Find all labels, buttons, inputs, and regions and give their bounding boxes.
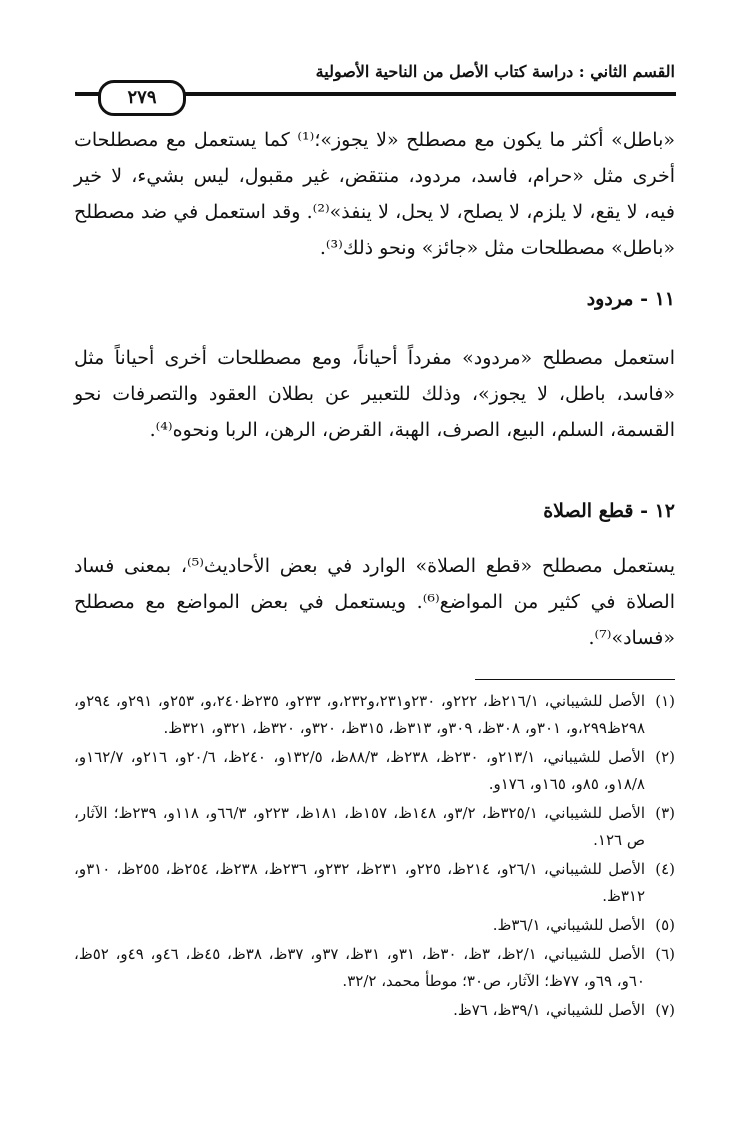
section-heading-qat-al-salat: ١٢ - قطع الصلاة [543,500,675,522]
running-title: القسم الثاني : دراسة كتاب الأصل من الناحية الأصولية [315,62,675,81]
footnote-number: (٣) [655,804,675,822]
footnote-number: (٧) [655,1001,675,1019]
paragraph-mardud: استعمل مصطلح «مردود» مفرداً أحياناً، ومع مصطلحات أخرى أحياناً مثل «فاسد، باطل، لا يجوز»، وذلك للتعبير عن بطلان العقود والتصرفات نحو القسمة، السلم، البيع، الصرف، الهبة، القرض، الرهن، الربا ونحوه⁽⁴⁾. [74,347,675,441]
footnote-text: الأصل للشيباني، ٣٩/١ظ، ٧٦ظ. [453,1001,645,1019]
footnote [74,744,675,798]
footnote-text: الأصل للشيباني، ٣٦/١ظ. [492,916,645,934]
footnote-text: الأصل للشيباني، ٢٦/١و، ٢١٤ظ، ٢٢٥و، ٢٣١ظ، ٢٣٢و، ٢٣٦ظ، ٢٣٨ظ، ٢٥٤ظ، ٢٥٥ظ، ٣١٠و، ٣١٢ظ. [74,860,646,905]
footnotes [74,688,675,1026]
footnote [74,800,675,854]
footnote-text: الأصل للشيباني، ٢/١ظ، ٣ظ، ٣٠ظ، ٣١و، ٣١ظ، ٣٧و، ٣٧ظ، ٣٨ظ، ٤٥ظ، ٤٦و، ٤٩و، ٥٢ظ، ٦٠و، ٦٩و، ٧٧ظ؛ الآثار، ص٣٠؛ موطأ محمد، ٣٢/٢. [74,945,646,990]
footnote-text: الأصل للشيباني، ٢١٦/١ظ، ٢٢٢و، ٢٣٠و٢٣١،و٢٣٢،و، ٢٣٣و، ٢٣٥ظ٢٤٠،و، ٢٥٣و، ٢٩١و، ٢٩٤و، ٢٩٨ظ٢٩٩،و، ٣٠١و، ٣٠٨ظ، ٣٠٩و، ٣١٣ظ، ٣١٥ظ، ٣٢٠و، ٣٢٠ظ، ٣٢١و، ٣٢١ظ. [74,692,646,737]
paragraph-batil: «باطل» أكثر ما يكون مع مصطلح «لا يجوز»؛⁽¹⁾ كما يستعمل مع مصطلحات أخرى مثل «حرام، فاسد، مردود، منتقض، غير مقبول، ليس بشيء، لا خير فيه، لا يقع، لا يلزم، لا يصلح، لا يحل، لا ينفذ»⁽²⁾. وقد استعمل في ضد مصطلح «باطل» مصطلحات مثل «جائز» ونحو ذلك⁽³⁾. [74,129,675,259]
footnote [74,912,675,939]
section-heading-mardud: ١١ - مردود [586,288,675,310]
footnote-number: (٥) [655,916,675,934]
paragraph-qat-al-salat: يستعمل مصطلح «قطع الصلاة» الوارد في بعض الأحاديث⁽⁵⁾، بمعنى فساد الصلاة في كثير من المواضع⁽⁶⁾. ويستعمل في بعض المواضع مع مصطلح «فساد»⁽⁷⁾. [74,555,675,649]
footnote-text: الأصل للشيباني، ٢١٣/١و، ٢٣٠ظ، ٢٣٨ظ، ٨٨/٣ظ، ١٣٢/٥و، ٢٤٠ظ، ٢٠/٦و، ٢١٦و، ١٦٢/٧و، ١٨/٨و، ٨٥و، ١٦٥و، ١٧٦و. [74,748,645,793]
footnote [74,688,675,742]
footnote-separator [475,679,675,680]
footnote-number: (٤) [655,860,675,878]
footnote-text: الأصل للشيباني، ٣٢٥/١ظ، ٣/٢و، ١٤٨ظ، ١٥٧ظ، ١٨١ظ، ٢٢٣و، ٦٦/٣و، ١١٨و، ٢٣٩ظ؛ الآثار، ص ١٢٦. [74,804,646,849]
footnote-number: (١) [655,692,675,710]
page-number-badge: ٢٧٩ [98,80,186,116]
footnote-number: (٦) [655,945,675,963]
footnote [74,997,675,1024]
footnote [74,856,675,910]
footnote-number: (٢) [655,748,675,766]
footnote [74,941,675,995]
